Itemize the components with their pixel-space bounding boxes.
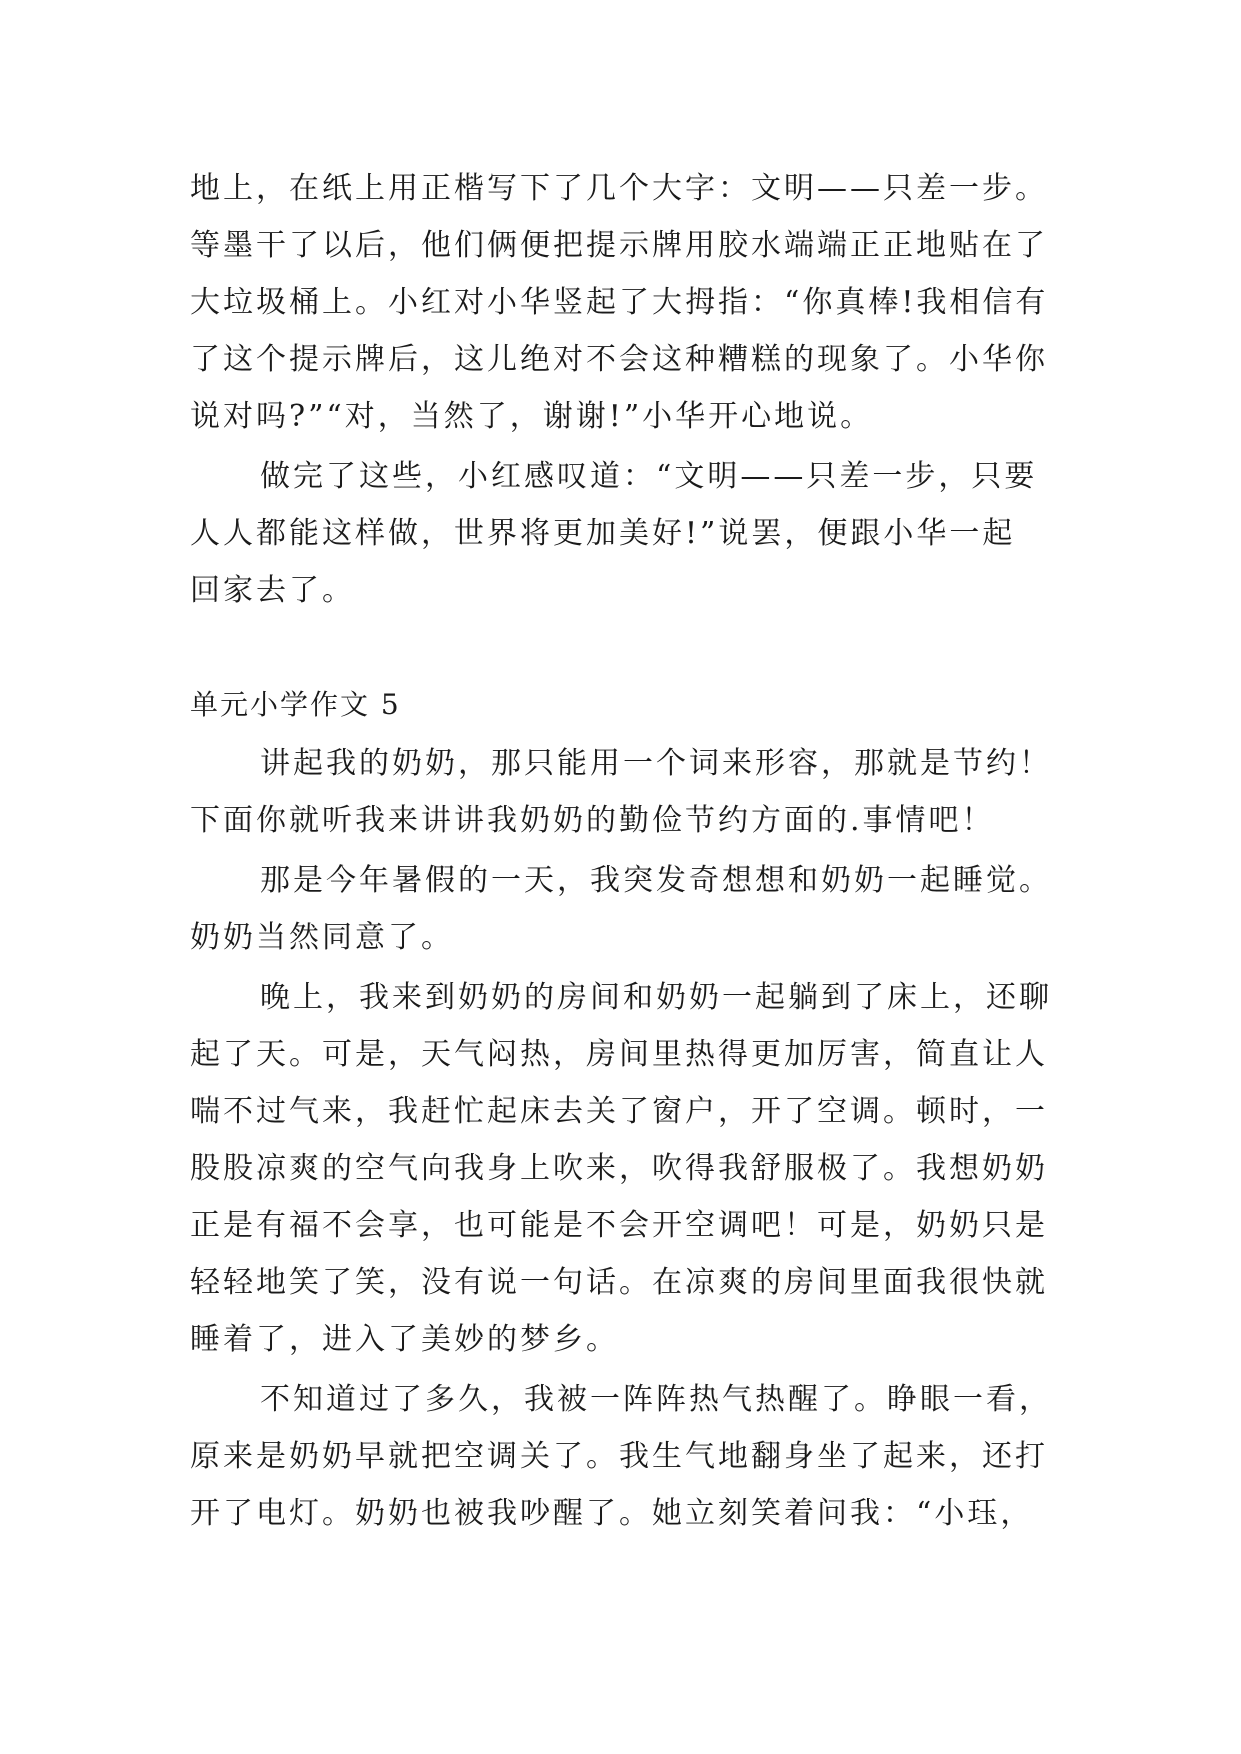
paragraph-line: 晚上，我来到奶奶的房间和奶奶一起躺到了床上，还聊 (260, 980, 1052, 1015)
paragraph-line: 股股凉爽的空气向我身上吹来，吹得我舒服极了。我想奶奶 (190, 1151, 1048, 1186)
paragraph-line: 讲起我的奶奶，那只能用一个词来形容，那就是节约！ (260, 746, 1052, 781)
paragraph-line: 轻轻地笑了笑，没有说一句话。在凉爽的房间里面我很快就 (190, 1265, 1048, 1300)
paragraph-line: 回家去了。 (190, 573, 355, 608)
paragraph-line: 起了天。可是，天气闷热，房间里热得更加厉害，简直让人 (190, 1037, 1048, 1072)
paragraph-line: 奶奶当然同意了。 (190, 920, 454, 955)
paragraph-line: 那是今年暑假的一天，我突发奇想想和奶奶一起睡觉。 (260, 863, 1052, 898)
paragraph-line: 喘不过气来，我赶忙起床去关了窗户，开了空调。顿时，一 (190, 1094, 1048, 1129)
paragraph-line: 地上，在纸上用正楷写下了几个大字：文明——只差一步。 (190, 171, 1048, 206)
paragraph-line: 做完了这些，小红感叹道：“文明——只差一步，只要 (260, 459, 1038, 494)
section-heading: 单元小学作文 5 (190, 688, 401, 721)
paragraph-line: 正是有福不会享，也可能是不会开空调吧！可是，奶奶只是 (190, 1208, 1048, 1243)
paragraph-line: 原来是奶奶早就把空调关了。我生气地翻身坐了起来，还打 (190, 1439, 1048, 1474)
paragraph-line: 了这个提示牌后，这儿绝对不会这种糟糕的现象了。小华你 (190, 342, 1048, 377)
paragraph-line: 人人都能这样做，世界将更加美好!”说罢，便跟小华一起 (190, 516, 1016, 551)
paragraph-line: 不知道过了多久，我被一阵阵热气热醒了。睁眼一看， (260, 1382, 1052, 1417)
paragraph-line: 说对吗?”“对，当然了，谢谢!”小华开心地说。 (190, 399, 874, 434)
paragraph-line: 等墨干了以后，他们俩便把提示牌用胶水端端正正地贴在了 (190, 228, 1048, 263)
paragraph-line: 开了电灯。奶奶也被我吵醒了。她立刻笑着问我：“小珏， (190, 1496, 1034, 1531)
paragraph-line: 下面你就听我来讲讲我奶奶的勤俭节约方面的.事情吧！ (190, 803, 995, 838)
paragraph-line: 睡着了，进入了美妙的梦乡。 (190, 1322, 619, 1357)
paragraph-line: 大垃圾桶上。小红对小华竖起了大拇指：“你真棒!我相信有 (190, 285, 1049, 320)
